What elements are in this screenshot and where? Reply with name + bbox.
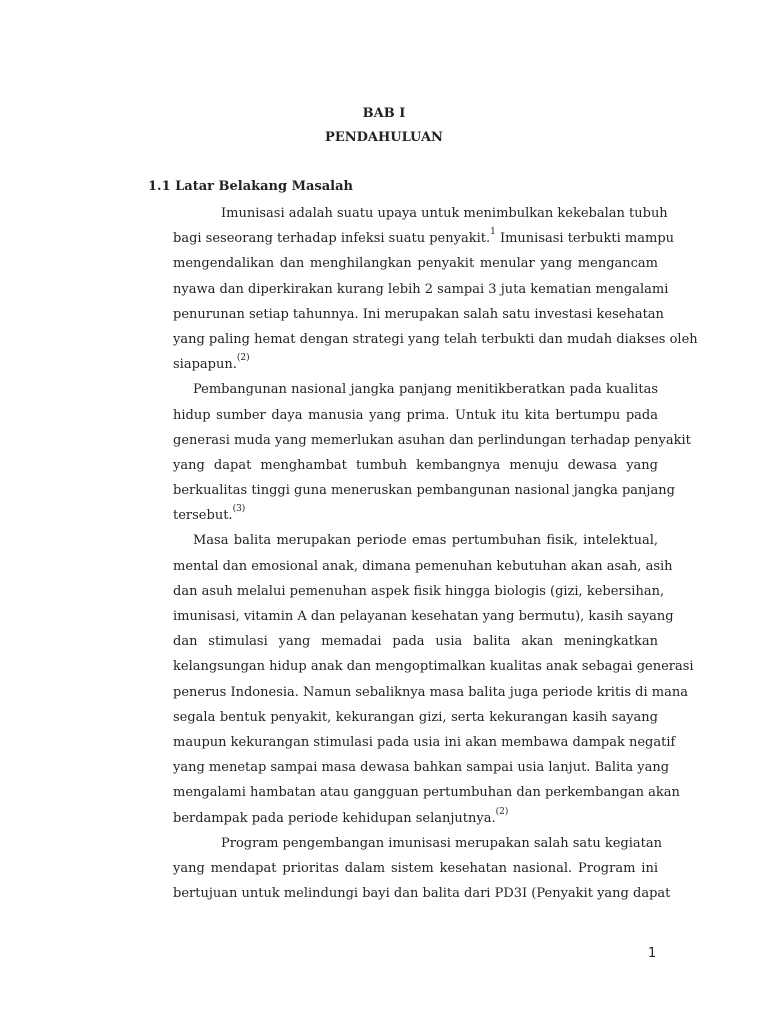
text-line: segala bentuk penyakit, kekurangan gizi, serta kekurangan kasih sayang — [173, 709, 658, 725]
footnote-reference: (2) — [236, 353, 250, 364]
text-line: berkualitas tinggi guna meneruskan pembangunan nasional jangka panjang — [173, 483, 675, 499]
text-line: mengendalikan dan menghilangkan penyakit menular yang mengancam — [173, 256, 658, 272]
text-line: penerus Indonesia. Namun sebaliknya masa balita juga periode kritis di mana — [173, 684, 688, 700]
chapter-title: PENDAHULUAN — [325, 130, 443, 145]
text-line: yang dapat menghambat tumbuh kembangnya menuju dewasa yang — [173, 457, 658, 473]
text-line: generasi muda yang memerlukan asuhan dan perlindungan terhadap penyakit — [173, 432, 691, 448]
text-line: kelangsungan hidup anak dan mengoptimalkan kualitas anak sebagai generasi — [173, 659, 694, 675]
text-line: maupun kekurangan stimulasi pada usia ini akan membawa dampak negatif — [173, 734, 676, 750]
paragraph — [173, 528, 694, 830]
text-line: bagi seseorang terhadap infeksi suatu penyakit.$^1$ Imunisasi terbukti mampu — [173, 227, 675, 247]
text-line: Imunisasi adalah suatu upaya untuk menimbulkan kekebalan tubuh — [221, 206, 668, 221]
text-line: nyawa dan diperkirakan kurang lebih 2 sampai 3 juta kematian mengalami — [173, 281, 669, 297]
paragraph — [173, 201, 698, 377]
text-line: dan stimulasi yang memadai pada usia balita akan meningkatkan — [173, 634, 658, 650]
section-heading: 1.1 Latar Belakang Masalah — [148, 179, 353, 194]
text-line: hidup sumber daya manusia yang prima. Untuk itu kita bertumpu pada — [173, 407, 658, 423]
footnote-reference: (2) — [495, 806, 509, 817]
text-line: yang menetap sampai masa dewasa bahkan sampai usia lanjut. Balita yang — [173, 760, 670, 776]
body-text — [173, 201, 698, 906]
chapter-number: BAB I — [362, 106, 406, 121]
text-line: penurunan setiap tahunnya. Ini merupakan salah satu investasi kesehatan — [173, 306, 664, 322]
page-number: 1 — [648, 946, 657, 961]
text-line: berdampak pada periode kehidupan selanjutnya.$^{(2)}$ — [173, 806, 509, 826]
footnote-reference: 1 — [490, 227, 496, 238]
text-line: bertujuan untuk melindungi bayi dan balita dari PD3I (Penyakit yang dapat — [173, 886, 671, 902]
text-line: yang mendapat prioritas dalam sistem kesehatan nasional. Program ini — [173, 860, 658, 876]
text-line: mental dan emosional anak, dimana pemenuhan kebutuhan akan asah, asih — [173, 558, 673, 574]
text-line: mengalami hambatan atau gangguan pertumbuhan dan perkembangan akan — [173, 785, 680, 801]
paragraph — [173, 377, 691, 528]
paragraph — [173, 831, 671, 907]
text-line: Masa balita merupakan periode emas pertumbuhan fisik, intelektual, — [193, 533, 658, 549]
text-line: Program pengembangan imunisasi merupakan salah satu kegiatan — [221, 835, 663, 851]
text-line: Pembangunan nasional jangka panjang menitikberatkan pada kualitas — [193, 382, 658, 398]
text-line: siapapun.$^{(2)}$ — [173, 353, 250, 373]
text-line: tersebut.$^{(3)}$ — [173, 504, 246, 524]
footnote-reference: (3) — [232, 504, 246, 515]
text-line: imunisasi, vitamin A dan pelayanan kesehatan yang bermutu), kasih sayang — [173, 609, 674, 624]
text-line: yang paling hemat dengan strategi yang telah terbukti dan mudah diakses oleh — [173, 331, 698, 347]
text-line: dan asuh melalui pemenuhan aspek fisik hingga biologis (gizi, kebersihan, — [173, 583, 665, 599]
